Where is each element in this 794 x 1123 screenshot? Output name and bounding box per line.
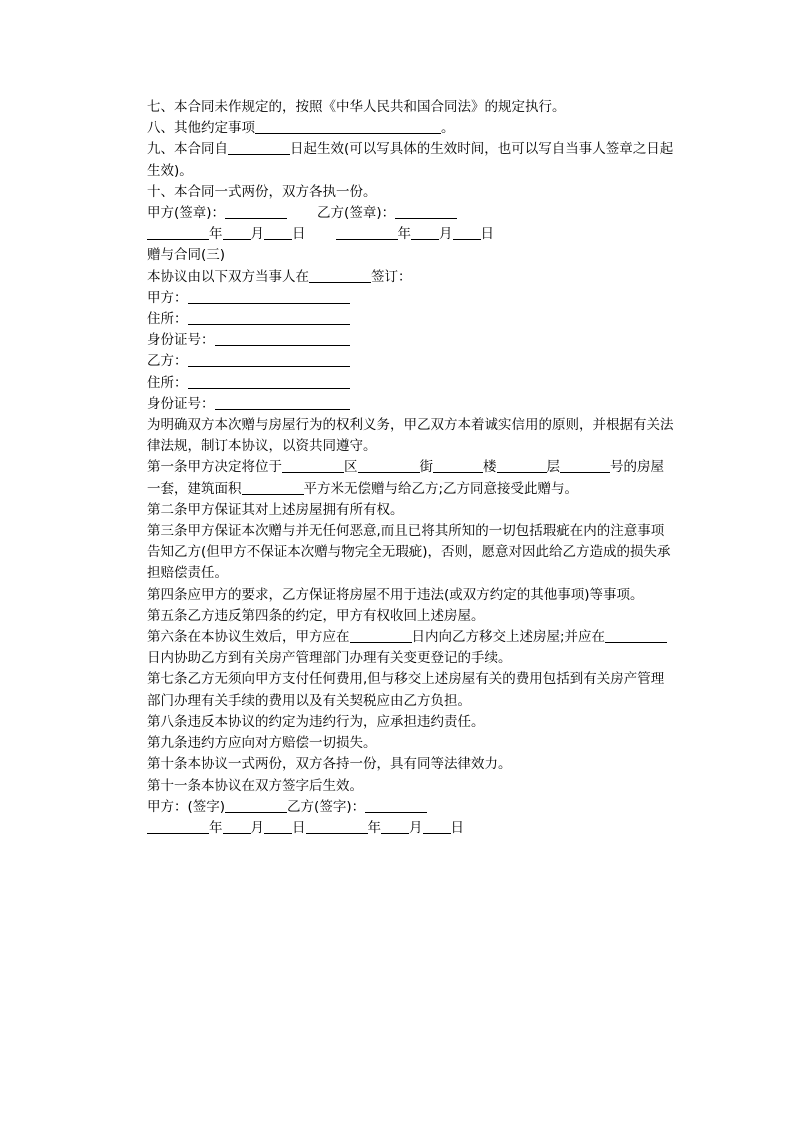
blank-month[interactable] [381, 818, 409, 834]
blank-month[interactable] [411, 224, 439, 240]
party-a-line: 甲方： [120, 288, 676, 309]
blank-party-a[interactable] [188, 288, 350, 304]
date-row-1: 年 月 日 年 月 日 [120, 224, 676, 245]
blank-party-a-id[interactable] [215, 330, 350, 346]
signature-row-1: 甲方(签章)： 乙方(签章)： [120, 203, 676, 224]
blank-party-a-sign[interactable] [225, 797, 287, 813]
party-b-line: 乙方： [120, 351, 676, 372]
blank-party-b[interactable] [188, 351, 350, 367]
blank-district[interactable] [282, 457, 344, 473]
blank-year[interactable] [336, 224, 398, 240]
blank-other-matters[interactable] [255, 118, 441, 134]
article-8: 第八条违反本协议的约定为违约行为，应承担违约责任。 [147, 713, 485, 730]
article-4: 第四条应甲方的要求，乙方保证将房屋不用于违法(或双方约定的其他事项)等事项。 [147, 586, 644, 603]
blank-day[interactable] [264, 818, 292, 834]
contract-3-title: 赠与合同(三) [147, 247, 226, 264]
signature-row-2: 甲方：(签字) 乙方(签字)： [120, 797, 676, 818]
article-7: 第七条乙方无须向甲方支付任何费用,但与移交上述房屋有关的费用包括到有关房产管理部门办理有关手续的费用以及有关契税应由乙方负担。 [147, 671, 665, 709]
article-10: 第十条本协议一式两份，双方各持一份，具有同等法律效力。 [147, 756, 512, 773]
party-a-address-line: 住所： [120, 309, 676, 330]
contract-text [120, 97, 676, 839]
blank-building[interactable] [433, 457, 483, 473]
date-row-2: 年 月 日 年 月 日 [120, 818, 676, 839]
article-11: 第十一条本协议在双方签字后生效。 [147, 777, 363, 794]
blank-party-a-address[interactable] [188, 309, 350, 325]
blank-month[interactable] [223, 818, 251, 834]
clause-9: 九、本合同自 日起生效(可以写具体的生效时间，也可以写自当事人签章之日起生效)。 [147, 141, 674, 179]
blank-day[interactable] [423, 818, 451, 834]
blank-effective-date[interactable] [228, 139, 290, 155]
blank-day[interactable] [453, 224, 481, 240]
blank-month[interactable] [223, 224, 251, 240]
article-6: 第六条在本协议生效后，甲方应在 日内向乙方移交上述房屋;并应在日内协助乙方到有关房产管理部门办理有关变更登记的手续。 [120, 627, 676, 669]
blank-year[interactable] [147, 224, 209, 240]
clause-8: 八、其他约定事项 。 [147, 120, 455, 137]
blank-floor[interactable] [497, 457, 547, 473]
article-1: 第一条甲方决定将位于 区 街 楼 层 号的房屋一套，建筑面积 平方米无偿赠与给乙方;乙方同意接受此赠与。 [147, 459, 664, 497]
preamble: 为明确双方本次赠与房屋行为的权利义务，甲乙双方本着诚实信用的原则，并根据有关法律法规，制订本协议，以资共同遵守。 [147, 417, 674, 455]
blank-handover-days[interactable] [350, 627, 412, 643]
article-3: 第三条甲方保证本次赠与并无任何恶意,而且已将其所知的一切包括瑕疵在内的注意事项告知乙方(但甲方不保证本次赠与物完全无瑕疵)，否则，愿意对因此给乙方造成的损失承担赔偿责任。 [147, 523, 671, 582]
article-5: 第五条乙方违反第四条的约定，甲方有权收回上述房屋。 [147, 607, 485, 624]
clause-10: 十、本合同一式两份，双方各执一份。 [147, 183, 377, 200]
blank-party-b-address[interactable] [188, 373, 350, 389]
blank-day[interactable] [264, 224, 292, 240]
blank-year[interactable] [306, 818, 368, 834]
blank-party-a-seal[interactable] [225, 203, 287, 219]
blank-party-b-seal[interactable] [395, 203, 457, 219]
blank-party-b-id[interactable] [215, 394, 350, 410]
party-a-id-line: 身份证号： [120, 330, 676, 351]
blank-number[interactable] [560, 457, 610, 473]
article-2: 第二条甲方保证其对上述房屋拥有所有权。 [147, 501, 404, 518]
article-9: 第九条违约方应向对方赔偿一切损失。 [147, 735, 377, 752]
blank-party-b-sign[interactable] [365, 797, 427, 813]
blank-sign-place[interactable] [309, 267, 371, 283]
blank-street[interactable] [358, 457, 420, 473]
party-b-address-line: 住所： [120, 373, 676, 394]
blank-year[interactable] [147, 818, 209, 834]
blank-registration-days[interactable] [605, 627, 667, 643]
clause-7: 七、本合同未作规定的，按照《中华人民共和国合同法》的规定执行。 [147, 99, 566, 115]
blank-area[interactable] [242, 479, 304, 495]
party-b-id-line: 身份证号： [120, 394, 676, 415]
intro-line: 本协议由以下双方当事人在 签订： [147, 268, 412, 285]
